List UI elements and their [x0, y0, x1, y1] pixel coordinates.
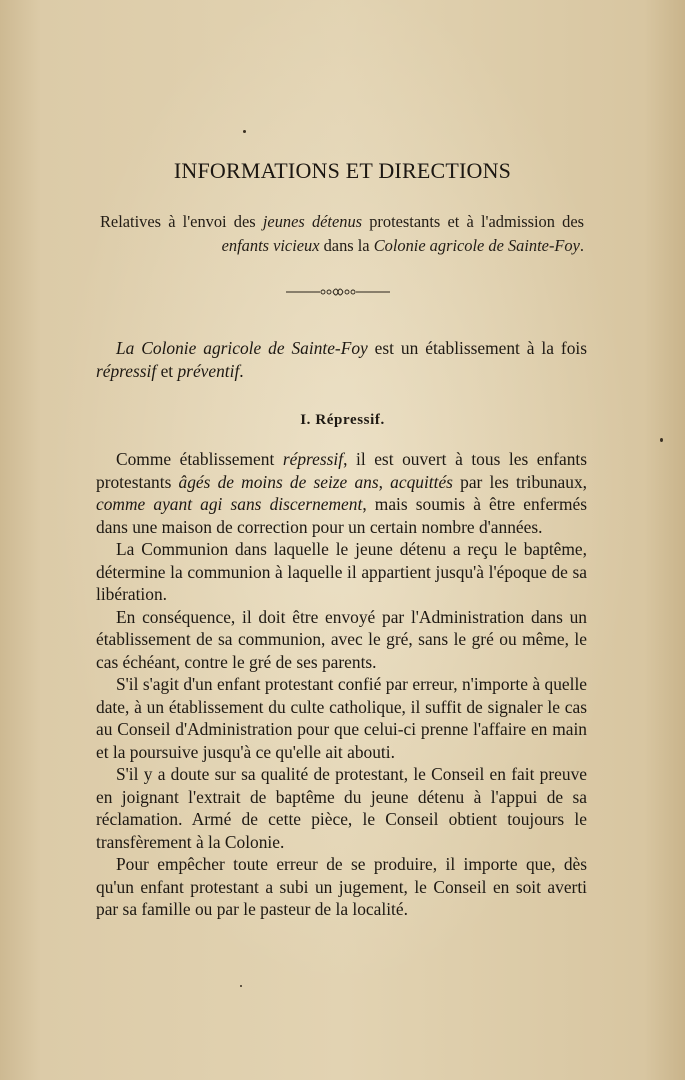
paragraph-5: S'il y a doute sur sa qualité de protestant, le Conseil en fait preuve en joignant l'extrait de baptême du jeune détenu à l'appui de sa réclamation. Armé de cette pièce, le Conseil obtient toujours le transfèrement à la Colonie.	[96, 764, 587, 852]
intro-text-1: est un établissement à la fois	[367, 338, 587, 358]
intro-emphasis-3: préventif	[177, 360, 240, 381]
speck	[660, 438, 663, 442]
paragraph-1-text-b: , il est ouvert à tous les enfants protestants	[96, 449, 587, 492]
subtitle-emphasis-1: jeunes détenus	[262, 212, 363, 231]
paragraph-1-text-e: , mais soumis à être enfermés dans une maison de correction pour un certain nombre d'années.	[96, 494, 587, 537]
paragraph-1-emphasis-2: âgés de moins de seize ans	[178, 471, 379, 492]
intro-text-2: et	[156, 360, 178, 381]
paragraph-3: En conséquence, il doit être envoyé par l'Administration dans un établissement de sa communion, avec le gré, sans le gré ou même, le cas échéant, contre le gré de ses parents.	[96, 606, 587, 672]
paragraph-1-text-a: Comme établissement	[116, 449, 283, 469]
subtitle	[100, 210, 584, 258]
subtitle-text-1: Relatives à l'envoi des	[100, 212, 263, 231]
paragraph-1-emphasis-4: comme ayant agi sans discernement	[96, 494, 363, 514]
speck	[243, 130, 246, 133]
ornament-divider	[286, 286, 390, 298]
subtitle-text-2: protestants et à l'admission des	[362, 212, 585, 231]
section-heading: I. Répressif.	[300, 412, 385, 428]
paragraph-1-text-d: par les tribunaux,	[452, 471, 587, 492]
paragraph-1	[96, 448, 587, 538]
paragraph-6: Pour empêcher toute erreur de se produire, il importe que, dès qu'un enfant protestant a subi un jugement, le Conseil en soit averti par sa famille ou par le pasteur de la localité.	[96, 854, 587, 919]
paragraph-1-emphasis-1: répressif	[282, 449, 344, 469]
page-title: INFORMATIONS ET DIRECTIONS	[173, 158, 512, 183]
paragraph-4: S'il s'agit d'un enfant protestant confié par erreur, n'importe à quelle date, à un établissement du culte catholique, il suffit de signaler le cas au Conseil d'Administration pour que celui-ci prenne l'affaire en main et la poursuive jusqu'à ce qu'elle ait abouti.	[96, 674, 587, 762]
paragraph-1-emphasis-3: acquittés	[390, 471, 453, 492]
paragraph-1-text-c: ,	[378, 471, 391, 492]
paragraph-2: La Communion dans laquelle le jeune détenu a reçu le baptême, détermine la communion à laquelle il appartient jusqu'à l'époque de sa libération.	[96, 539, 587, 604]
subtitle-emphasis-3: Colonie agricole de Sainte-Foy	[373, 236, 580, 255]
intro-text-3: .	[239, 360, 244, 381]
body-text	[96, 448, 587, 921]
intro-paragraph	[96, 337, 587, 382]
subtitle-emphasis-2: enfants vicieux	[221, 236, 320, 255]
intro-emphasis-2: répressif	[96, 360, 157, 381]
intro-emphasis-1: La Colonie agricole de Sainte-Foy	[116, 338, 368, 358]
speck	[240, 985, 242, 987]
subtitle-text-3: dans la	[319, 236, 374, 255]
subtitle-text-4: .	[579, 236, 584, 255]
